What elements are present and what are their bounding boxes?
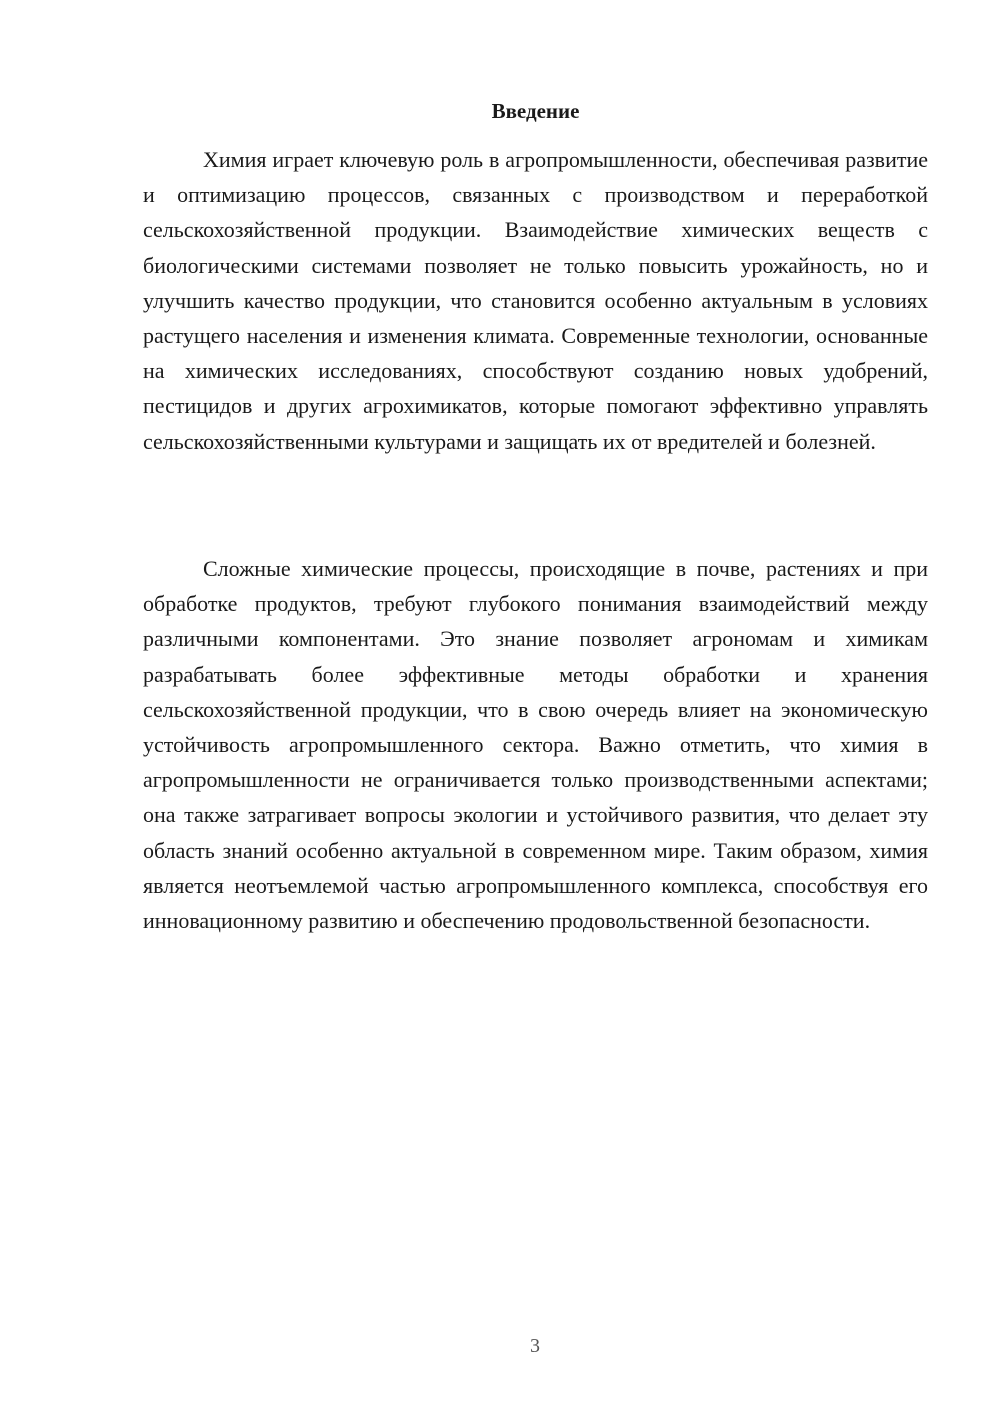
paragraph-intro: Химия играет ключевую роль в агропромышленности, обеспечивая развитие и оптимизацию процессов, связанных с производством и переработкой сельскохозяйственной продукции. Взаимодействие химических веществ с биологическими системами позволяет не только повысить урожайность, но и улучшить качество продукции, что становится особенно актуальным в условиях растущего населения и изменения климата. Современные технологии, основанные на химических исследованиях, способствуют созданию новых удобрений, пестицидов и других агрохимикатов, которые помогают эффективно управлять сельскохозяйственными культурами и защищать их от вредителей и болезней.	[143, 147, 928, 454]
page-number: 3	[530, 1335, 540, 1357]
paragraph-second: Сложные химические процессы, происходящие в почве, растениях и при обработке продуктов, требуют глубокого понимания взаимодействий между различными компонентами. Это знание позволяет агрономам и химикам разрабатывать более эффективные методы обработки и хранения сельскохозяйственной продукции, что в свою очередь влияет на экономическую устойчивость агропромышленного сектора. Важно отметить, что химия в агропромышленности не ограничивается только производственными аспектами; она также затрагивает вопросы экологии и устойчивого развития, что делает эту область знаний особенно актуальной в современном мире. Таким образом, химия является неотъемлемой частью агропромышленного комплекса, способствуя его инновационному развитию и обеспечению продовольственной безопасности.	[143, 556, 928, 934]
section-heading: Введение	[491, 99, 580, 123]
